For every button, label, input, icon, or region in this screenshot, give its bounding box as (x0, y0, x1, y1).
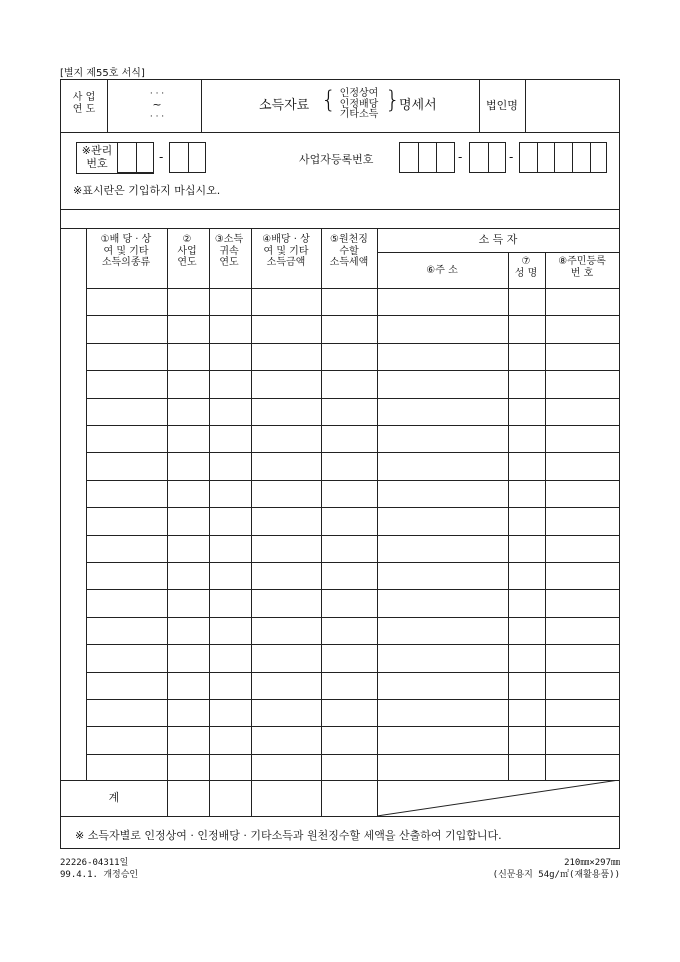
form-code: 22226-04311일 (60, 858, 129, 868)
dash-1: - (159, 150, 164, 164)
col-name-header: ⑦ 성 명 (514, 256, 538, 279)
total-business-year[interactable] (167, 781, 209, 815)
total-diagonal-strike (377, 780, 619, 816)
business-reg-digits-1[interactable] (399, 142, 455, 173)
title-suffix: 명세서 (399, 98, 437, 113)
business-reg-digits-3[interactable] (519, 142, 607, 173)
col-income-type-header: ①배 당 · 상 여 및 기타 소득의종류 (100, 234, 152, 268)
business-year-label: 사 업 연 도 (72, 92, 96, 115)
title-prefix: 소득자료 (259, 98, 310, 113)
col-address-header: ⑥주 소 (426, 265, 458, 276)
column-divider (508, 252, 509, 780)
total-income-amount[interactable] (251, 781, 321, 815)
paper-type: (신문용지 54g/㎡(재활용품)) (492, 870, 620, 880)
mgmt-no-label: ※관리 번호 (81, 144, 113, 170)
mgmt-no-digits-1[interactable] (117, 142, 154, 173)
paper-size: 210㎜×297㎜ (564, 858, 620, 868)
mgmt-no-digits-2[interactable] (169, 142, 206, 173)
approval-note: 99.4.1. 개정승인 (60, 870, 139, 880)
col-business-year-header: ② 사업 연도 (177, 234, 197, 268)
business-reg-label: 사업자등록번호 (299, 153, 374, 166)
id-note: ※표시란은 기입하지 마십시오. (73, 184, 221, 197)
total-label: 계 (108, 791, 120, 804)
title-options: 인정상여 인정배당 기타소득 (339, 88, 379, 120)
date-range[interactable]: · · · ~ · · · (149, 89, 165, 122)
business-reg-digits-2[interactable] (469, 142, 506, 173)
col-resident-no-header: ⑧주민등록 번 호 (558, 256, 606, 279)
total-withholding-tax[interactable] (321, 781, 377, 815)
dash-2: - (458, 150, 463, 164)
column-divider (209, 228, 210, 816)
dash-3: - (509, 150, 514, 164)
col-attribution-year-header: ③소득 귀속 연도 (214, 234, 244, 268)
left-brace: { (321, 86, 337, 114)
column-divider (321, 228, 322, 816)
corp-name-label: 법인명 (486, 99, 518, 112)
col-income-amount-header: ④배당 · 상 여 및 기타 소득금액 (262, 234, 310, 268)
bottom-note: ※ 소득자별로 인정상여 · 인정배당 · 기타소득과 원천징수할 세액을 산출하여 기입합니다. (75, 829, 502, 842)
column-divider (251, 228, 252, 816)
total-attribution-year[interactable] (209, 781, 251, 815)
column-divider (545, 252, 546, 780)
corp-name-field[interactable] (526, 81, 618, 131)
form-frame (60, 79, 620, 849)
form-id: [별지 제55호 서식] (60, 68, 145, 79)
earner-group-header: 소 득 자 (478, 233, 518, 246)
column-divider (167, 228, 168, 816)
column-divider (377, 228, 378, 816)
col-withholding-tax-header: ⑤원천징 수할 소득세액 (329, 234, 369, 268)
column-divider (86, 228, 87, 780)
right-brace: } (385, 86, 401, 114)
